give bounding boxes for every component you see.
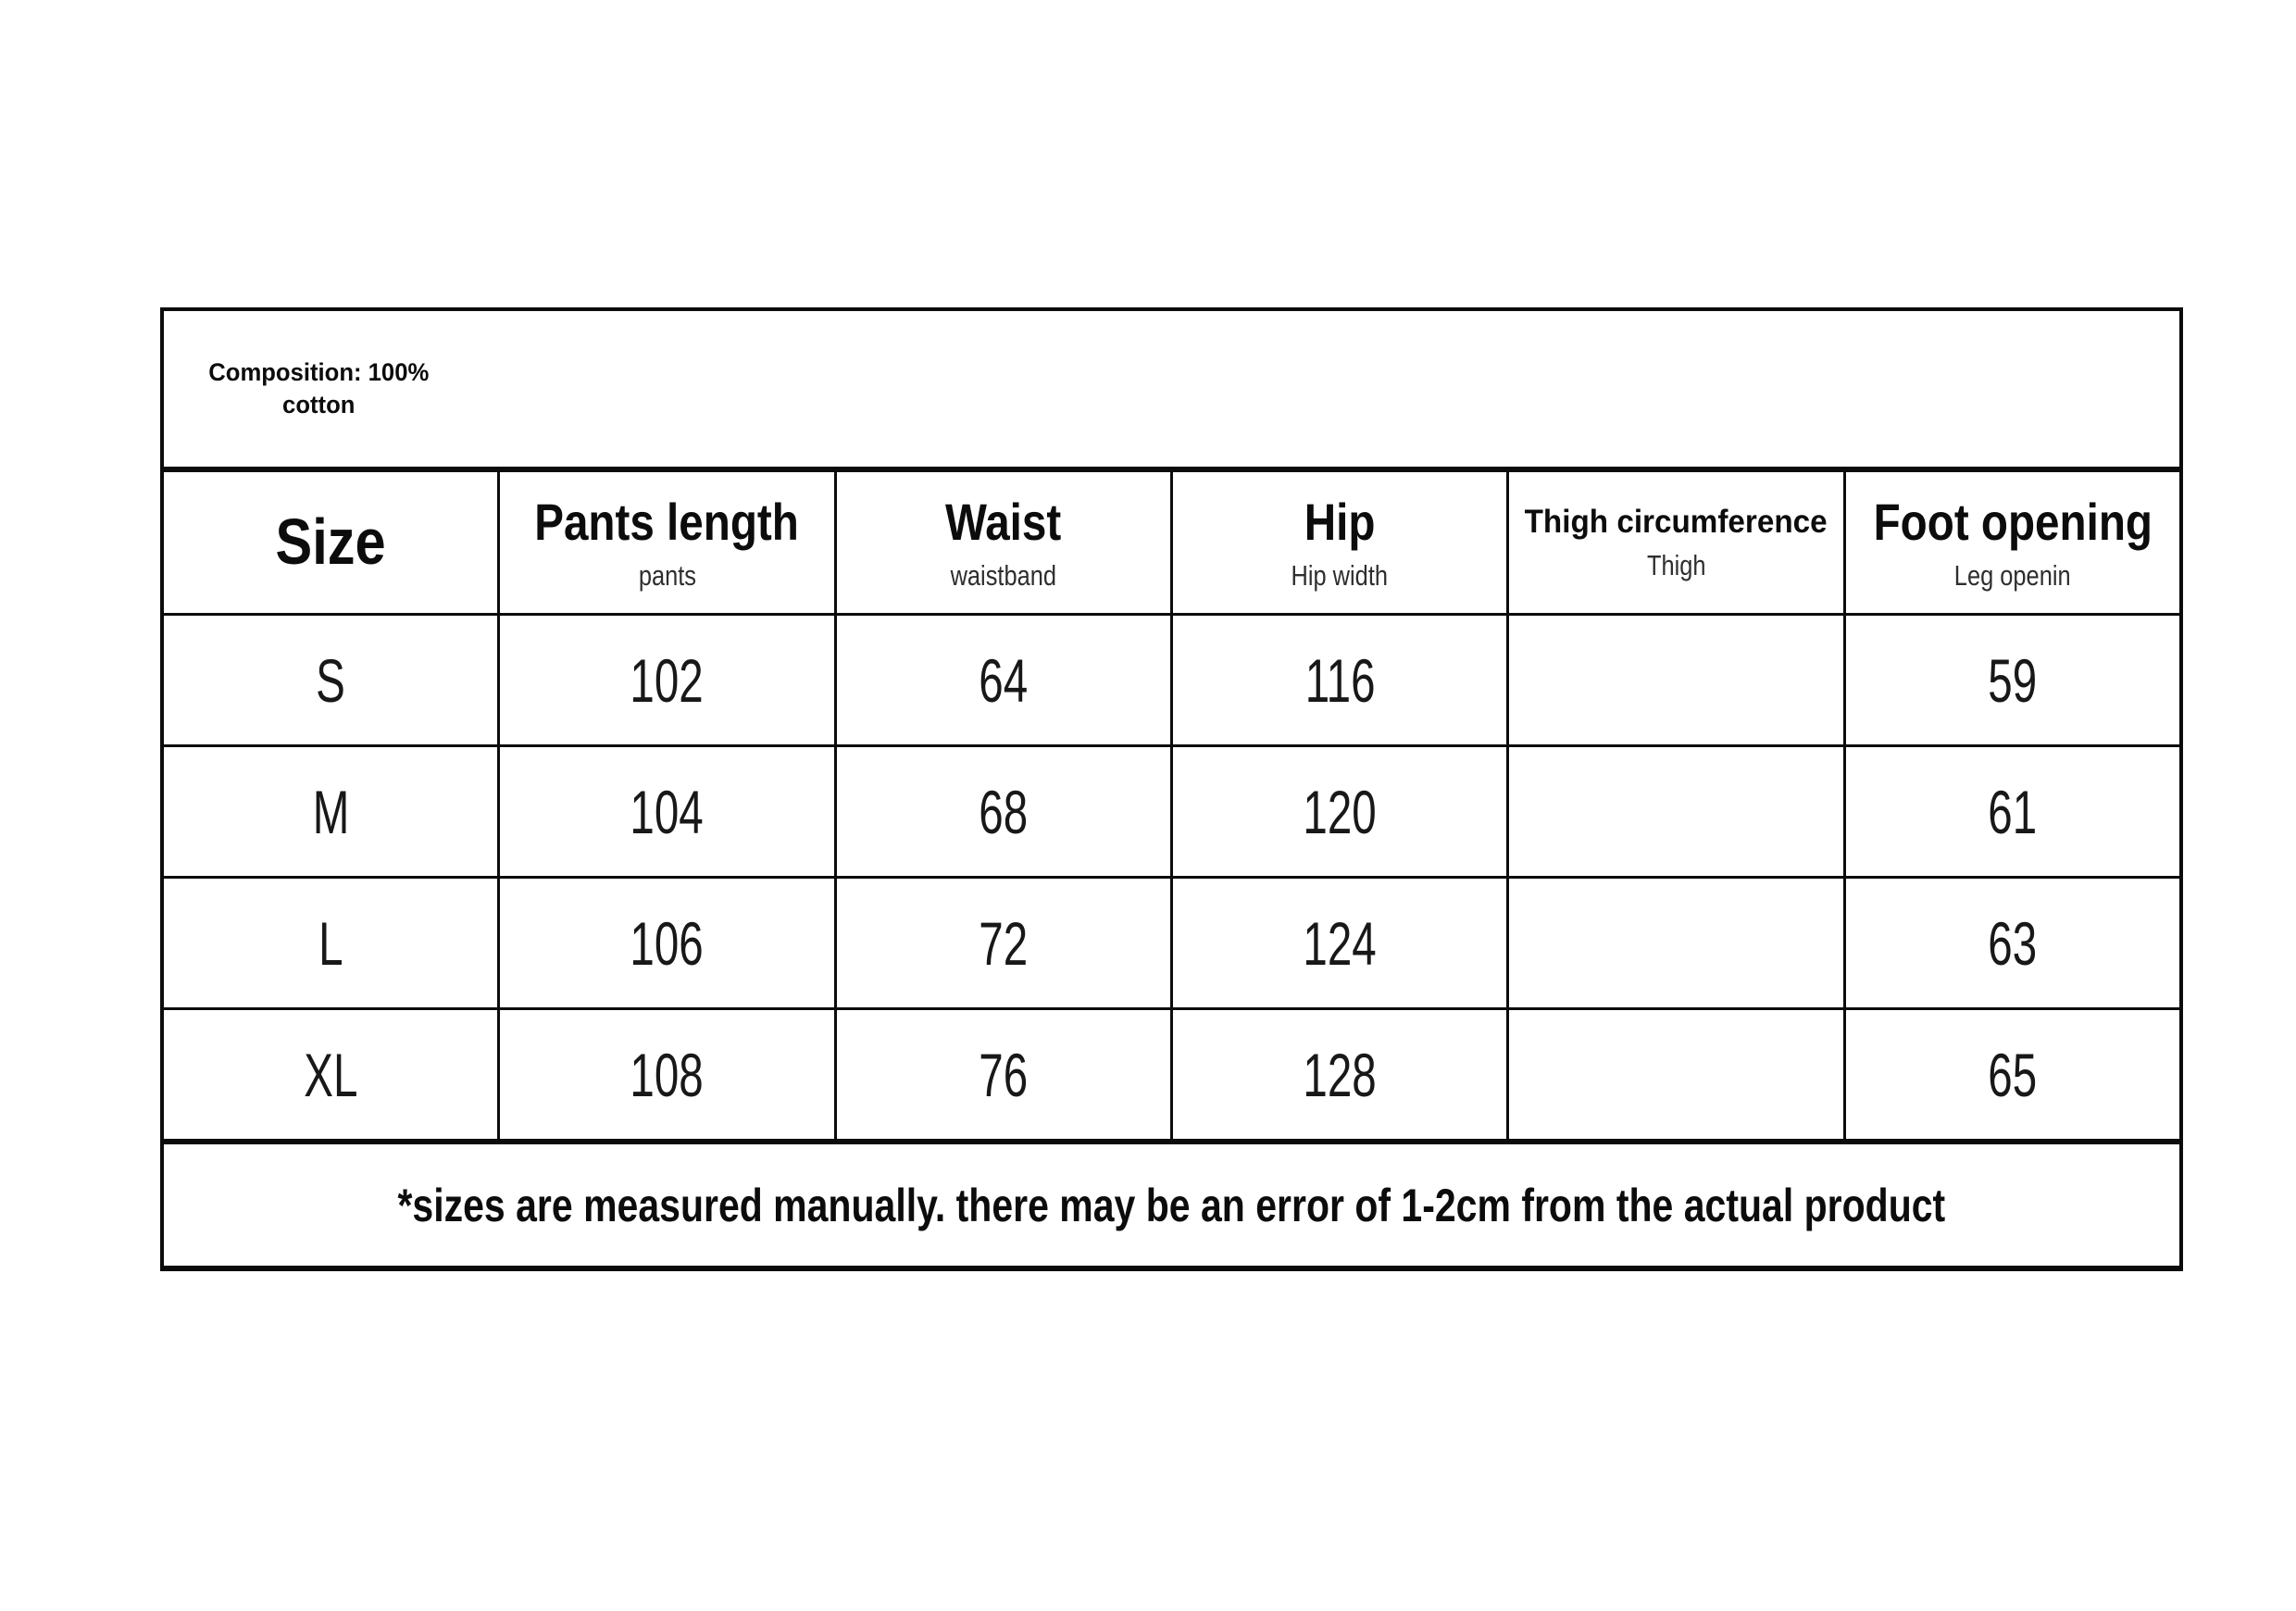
column-title-hip: Hip [1304, 493, 1376, 552]
cell-value: XL [304, 1040, 358, 1109]
column-subtitle-waist: waistband [950, 558, 1057, 592]
table-cell [1846, 879, 2179, 1007]
cell-value: 61 [1988, 777, 2038, 846]
table-row-s [164, 616, 2179, 747]
column-title-size: Size [275, 506, 386, 579]
table-cell-empty [1509, 616, 1845, 744]
table-cell [500, 1010, 836, 1139]
cell-value: 128 [1303, 1040, 1377, 1109]
table-row-xl [164, 1010, 2179, 1144]
size-chart-table [160, 307, 2183, 1271]
cell-value: 104 [630, 777, 705, 846]
table-cell [1173, 879, 1509, 1007]
column-title-waist: Waist [945, 493, 1062, 552]
table-cell [1846, 747, 2179, 876]
cell-value: 124 [1303, 908, 1377, 978]
footnote-text: *sizes are measured manually. there may be an error of 1-2cm from the actual product [397, 1179, 1946, 1231]
table-cell [164, 1010, 500, 1139]
column-title-pants-length: Pants length [534, 493, 800, 552]
header-cell-foot-opening [1846, 472, 2179, 613]
header-cell-waist [837, 472, 1173, 613]
cell-value: 102 [630, 645, 705, 715]
table-cell [500, 747, 836, 876]
column-title-thigh: Thigh circumference [1524, 504, 1828, 541]
header-cell-hip [1173, 472, 1509, 613]
table-cell [164, 616, 500, 744]
table-cell [837, 616, 1173, 744]
table-cell [1173, 1010, 1509, 1139]
table-cell [1846, 1010, 2179, 1139]
cell-value: 68 [979, 777, 1029, 846]
composition-row [164, 311, 2179, 472]
table-cell [837, 747, 1173, 876]
cell-value: 106 [630, 908, 705, 978]
table-cell [837, 1010, 1173, 1139]
cell-value: 59 [1988, 645, 2038, 715]
cell-value: 116 [1304, 645, 1376, 715]
table-cell [164, 747, 500, 876]
table-cell [837, 879, 1173, 1007]
table-cell [500, 879, 836, 1007]
table-cell [500, 616, 836, 744]
cell-value: M [312, 777, 349, 846]
table-cell-empty [1509, 747, 1845, 876]
header-cell-pants-length [500, 472, 836, 613]
column-subtitle-thigh: Thigh [1646, 548, 1706, 581]
column-title-foot-opening: Foot opening [1873, 493, 2152, 552]
cell-value: L [318, 908, 343, 978]
column-subtitle-hip: Hip width [1291, 558, 1389, 592]
table-row-m [164, 747, 2179, 879]
cell-value: 63 [1988, 908, 2038, 978]
table-cell [1846, 616, 2179, 744]
composition-note [203, 356, 435, 421]
table-row-l [164, 879, 2179, 1010]
table-cell [164, 879, 500, 1007]
table-cell-empty [1509, 879, 1845, 1007]
table-cell [1173, 616, 1509, 744]
header-row [164, 472, 2179, 616]
cell-value: 108 [630, 1040, 705, 1109]
footnote-row [164, 1144, 2179, 1266]
cell-value: 120 [1303, 777, 1377, 846]
table-cell [1173, 747, 1509, 876]
header-cell-size [164, 472, 500, 613]
cell-value: 65 [1988, 1040, 2038, 1109]
composition-line1: Composition: 100% [208, 357, 430, 386]
column-subtitle-pants-length: pants [638, 558, 696, 592]
cell-value: 76 [979, 1040, 1029, 1109]
composition-line2: cotton [282, 391, 356, 418]
cell-value: 72 [979, 908, 1029, 978]
cell-value: 64 [979, 645, 1029, 715]
cell-value: S [316, 645, 346, 715]
column-subtitle-foot-opening: Leg openin [1953, 558, 2071, 592]
table-cell-empty [1509, 1010, 1845, 1139]
header-cell-thigh [1509, 472, 1845, 613]
